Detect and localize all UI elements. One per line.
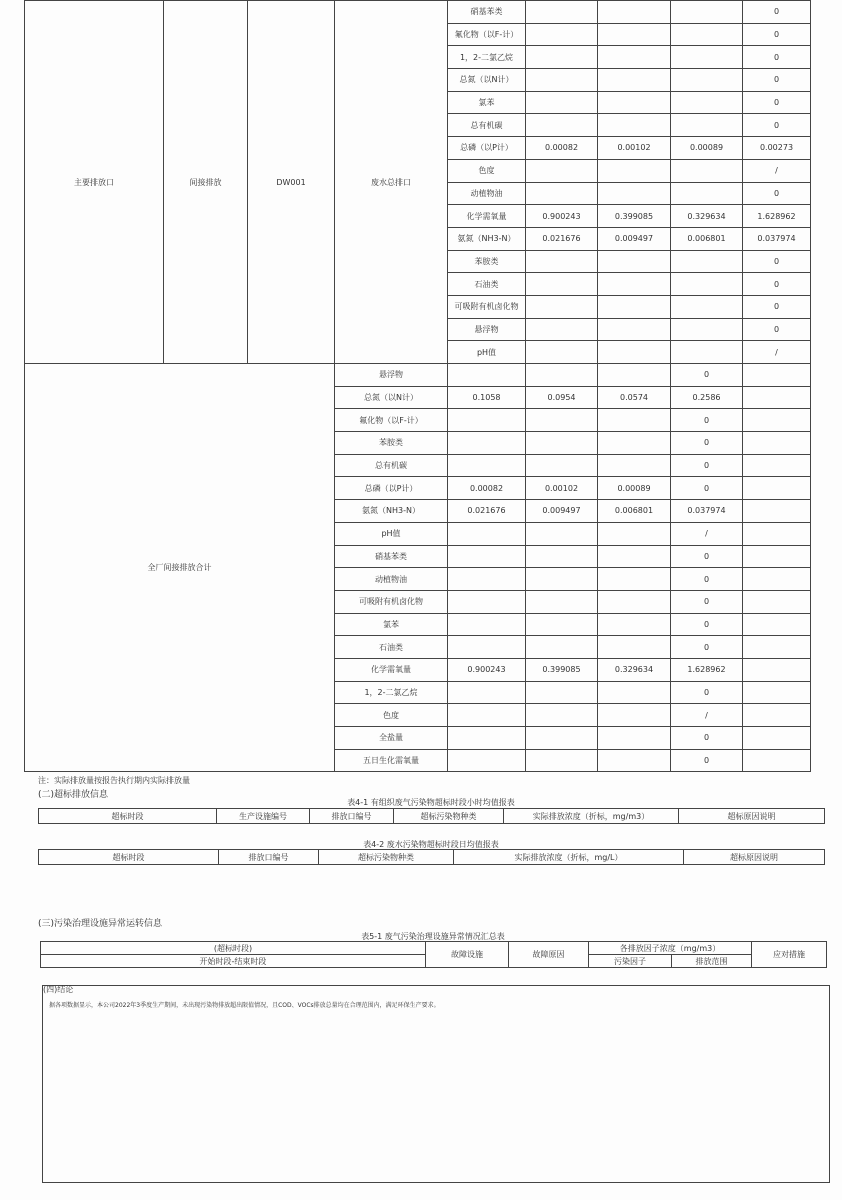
value-cell: 0.009497 bbox=[598, 227, 671, 250]
outlet-name-cell: 废水总排口 bbox=[335, 1, 448, 364]
empty-cell bbox=[743, 727, 811, 750]
conclusion-box bbox=[42, 985, 830, 1183]
table41-header-cell: 生产设施编号 bbox=[217, 809, 310, 824]
value-cell: 0.00089 bbox=[598, 477, 671, 500]
value-cell bbox=[526, 636, 598, 659]
pollutant-cell: 氨氮（NH3-N） bbox=[335, 500, 448, 523]
total-cell: 0 bbox=[743, 318, 811, 341]
empty-cell bbox=[743, 749, 811, 772]
value-cell bbox=[598, 568, 671, 591]
pollutant-cell: 全盐量 bbox=[335, 727, 448, 750]
total-cell: 0.037974 bbox=[743, 227, 811, 250]
value-cell bbox=[598, 273, 671, 296]
value-cell bbox=[598, 69, 671, 92]
pollutant-cell: 1，2-二氯乙烷 bbox=[448, 46, 526, 69]
table42-header-cell: 超标污染物种类 bbox=[319, 850, 454, 865]
value-cell bbox=[526, 522, 598, 545]
table51-start-end-cell: 开始时段-结束时段 bbox=[41, 955, 426, 968]
empty-cell bbox=[743, 590, 811, 613]
value-cell bbox=[671, 159, 743, 182]
value-cell: 0.1058 bbox=[448, 386, 526, 409]
value-cell bbox=[671, 69, 743, 92]
pollutant-cell: 化学需氧量 bbox=[335, 658, 448, 681]
pollutant-cell: 可吸附有机卤化物 bbox=[335, 590, 448, 613]
pollutant-cell: 总磷（以P计） bbox=[448, 137, 526, 160]
total-cell: 0 bbox=[671, 432, 743, 455]
total-cell: 0 bbox=[671, 454, 743, 477]
total-cell: 0 bbox=[743, 273, 811, 296]
table41-header-cell: 超标原因说明 bbox=[679, 809, 825, 824]
value-cell bbox=[671, 1, 743, 24]
empty-cell bbox=[743, 613, 811, 636]
value-cell bbox=[448, 749, 526, 772]
value-cell bbox=[448, 568, 526, 591]
pollutant-cell: pH值 bbox=[448, 341, 526, 364]
value-cell bbox=[598, 364, 671, 387]
empty-cell bbox=[743, 364, 811, 387]
empty-cell bbox=[743, 681, 811, 704]
pollutant-cell: 色度 bbox=[335, 704, 448, 727]
total-cell: 0 bbox=[743, 23, 811, 46]
value-cell bbox=[526, 318, 598, 341]
total-cell: 0 bbox=[743, 69, 811, 92]
value-cell: 0.006801 bbox=[598, 500, 671, 523]
pollutant-cell: 1，2-二氯乙烷 bbox=[335, 681, 448, 704]
pollutant-cell: 总磷（以P计） bbox=[335, 477, 448, 500]
value-cell bbox=[448, 432, 526, 455]
table42-header-cell: 实际排放浓度（折标，mg/L） bbox=[454, 850, 684, 865]
value-cell bbox=[526, 568, 598, 591]
total-cell: 0 bbox=[671, 727, 743, 750]
value-cell: 0.900243 bbox=[448, 658, 526, 681]
total-cell: 0 bbox=[743, 295, 811, 318]
pollutant-cell: 氟化物（以F-计） bbox=[448, 23, 526, 46]
pollutant-cell: 硝基苯类 bbox=[448, 1, 526, 24]
value-cell bbox=[526, 432, 598, 455]
table41-header-cell: 实际排放浓度（折标，mg/m3） bbox=[504, 809, 679, 824]
total-cell: / bbox=[671, 522, 743, 545]
value-cell bbox=[598, 613, 671, 636]
empty-cell bbox=[743, 636, 811, 659]
value-cell bbox=[448, 522, 526, 545]
value-cell bbox=[598, 522, 671, 545]
emission-summary-table bbox=[24, 0, 811, 772]
value-cell bbox=[448, 364, 526, 387]
table42-header-row bbox=[39, 850, 825, 865]
total-cell: 1.628962 bbox=[671, 658, 743, 681]
empty-cell bbox=[743, 454, 811, 477]
table41-header-row bbox=[39, 809, 825, 824]
value-cell bbox=[526, 114, 598, 137]
value-cell bbox=[598, 454, 671, 477]
pollutant-cell: 苯胺类 bbox=[335, 432, 448, 455]
value-cell: 0.00089 bbox=[671, 137, 743, 160]
value-cell: 0.0954 bbox=[526, 386, 598, 409]
value-cell bbox=[598, 46, 671, 69]
pollutant-cell: 动植物油 bbox=[448, 182, 526, 205]
value-cell bbox=[598, 318, 671, 341]
pollutant-cell: 可吸附有机卤化物 bbox=[448, 295, 526, 318]
value-cell bbox=[526, 409, 598, 432]
value-cell: 0.00082 bbox=[448, 477, 526, 500]
total-row bbox=[25, 364, 811, 387]
value-cell bbox=[671, 46, 743, 69]
total-cell: / bbox=[743, 341, 811, 364]
pollutant-cell: 悬浮物 bbox=[448, 318, 526, 341]
empty-cell bbox=[743, 386, 811, 409]
value-cell bbox=[526, 159, 598, 182]
total-cell: 0 bbox=[671, 568, 743, 591]
emission-summary-body bbox=[25, 1, 811, 772]
outlet-code-cell: DW001 bbox=[248, 1, 335, 364]
value-cell bbox=[598, 1, 671, 24]
value-cell bbox=[526, 681, 598, 704]
value-cell bbox=[448, 454, 526, 477]
total-cell: 0 bbox=[671, 681, 743, 704]
pollutant-cell: 化学需氧量 bbox=[448, 205, 526, 228]
value-cell bbox=[598, 250, 671, 273]
value-cell bbox=[526, 295, 598, 318]
empty-cell bbox=[743, 658, 811, 681]
table51-period-cell: (超标时段) bbox=[41, 942, 426, 955]
value-cell bbox=[671, 23, 743, 46]
value-cell bbox=[448, 545, 526, 568]
section-abnormal-title: (三)污染治理设施异常运转信息 bbox=[38, 919, 163, 929]
value-cell: 0.329634 bbox=[671, 205, 743, 228]
value-cell bbox=[526, 23, 598, 46]
value-cell bbox=[671, 318, 743, 341]
total-cell: 0 bbox=[671, 364, 743, 387]
outlet-row bbox=[25, 1, 811, 24]
value-cell bbox=[671, 341, 743, 364]
empty-cell bbox=[743, 409, 811, 432]
pollutant-cell: 总有机碳 bbox=[335, 454, 448, 477]
value-cell bbox=[671, 273, 743, 296]
total-cell: 0 bbox=[743, 250, 811, 273]
value-cell bbox=[526, 250, 598, 273]
total-cell: / bbox=[671, 704, 743, 727]
conclusion-text: 据各项数据显示，本公司2022年3季度生产期间，未出现污染物排放超出限值情况，且COD、VOCs排放总量均在合理范围内，满足环保生产要求。 bbox=[49, 1002, 440, 1009]
value-cell bbox=[598, 295, 671, 318]
empty-cell bbox=[743, 500, 811, 523]
total-cell: 0 bbox=[671, 636, 743, 659]
pollutant-cell: 动植物油 bbox=[335, 568, 448, 591]
total-cell: 0 bbox=[671, 545, 743, 568]
value-cell: 0.900243 bbox=[526, 205, 598, 228]
value-cell bbox=[598, 749, 671, 772]
table41-caption: 表4-1 有组织废气污染物超标时段小时均值报表 bbox=[347, 798, 515, 807]
total-cell: 0 bbox=[671, 590, 743, 613]
pollutant-cell: 总氮（以N计） bbox=[448, 69, 526, 92]
value-cell bbox=[526, 182, 598, 205]
value-cell bbox=[448, 590, 526, 613]
table42-header-cell: 超标原因说明 bbox=[684, 850, 825, 865]
table51-range-cell: 排放范围 bbox=[672, 955, 752, 968]
total-cell: 0.2586 bbox=[671, 386, 743, 409]
total-cell: 0.037974 bbox=[671, 500, 743, 523]
value-cell bbox=[598, 704, 671, 727]
discharge-mode-cell: 间接排放 bbox=[164, 1, 248, 364]
table42-caption: 表4-2 废水污染物超标时段日均值报表 bbox=[363, 840, 499, 849]
value-cell bbox=[448, 704, 526, 727]
table-note: 注：实际排放量按报告执行期内实际排放量 bbox=[38, 776, 190, 785]
table41 bbox=[38, 808, 825, 824]
value-cell bbox=[598, 91, 671, 114]
value-cell bbox=[598, 681, 671, 704]
total-cell: 0 bbox=[743, 46, 811, 69]
pollutant-cell: 氯苯 bbox=[448, 91, 526, 114]
value-cell: 0.006801 bbox=[671, 227, 743, 250]
pollutant-cell: 色度 bbox=[448, 159, 526, 182]
pollutant-cell: 五日生化需氧量 bbox=[335, 749, 448, 772]
value-cell: 0.00082 bbox=[526, 137, 598, 160]
section-exceed-title: (二)超标排放信息 bbox=[38, 790, 109, 800]
value-cell bbox=[598, 727, 671, 750]
value-cell bbox=[448, 409, 526, 432]
value-cell bbox=[598, 23, 671, 46]
value-cell bbox=[598, 590, 671, 613]
value-cell bbox=[598, 432, 671, 455]
value-cell bbox=[598, 114, 671, 137]
total-cell: / bbox=[743, 159, 811, 182]
total-cell: 0 bbox=[743, 182, 811, 205]
table51-conc-cell: 各排放因子浓度（mg/m3） bbox=[589, 942, 752, 955]
total-cell: 0 bbox=[671, 409, 743, 432]
value-cell bbox=[598, 182, 671, 205]
table51-header-row bbox=[41, 942, 827, 955]
table41-header-cell: 超标时段 bbox=[39, 809, 217, 824]
value-cell bbox=[526, 727, 598, 750]
pollutant-cell: pH值 bbox=[335, 522, 448, 545]
total-cell: 0 bbox=[743, 1, 811, 24]
pollutant-cell: 悬浮物 bbox=[335, 364, 448, 387]
value-cell: 0.009497 bbox=[526, 500, 598, 523]
value-cell bbox=[598, 159, 671, 182]
value-cell bbox=[448, 636, 526, 659]
value-cell bbox=[671, 114, 743, 137]
conclusion-title: (四)结论 bbox=[43, 985, 74, 994]
pollutant-cell: 氨氮（NH3-N） bbox=[448, 227, 526, 250]
value-cell bbox=[526, 273, 598, 296]
value-cell bbox=[526, 749, 598, 772]
value-cell bbox=[526, 69, 598, 92]
empty-cell bbox=[743, 704, 811, 727]
value-cell bbox=[526, 590, 598, 613]
value-cell bbox=[526, 364, 598, 387]
table51-factor-cell: 污染因子 bbox=[589, 955, 672, 968]
value-cell: 0.399085 bbox=[526, 658, 598, 681]
total-cell: 0 bbox=[743, 91, 811, 114]
value-cell bbox=[526, 341, 598, 364]
table42 bbox=[38, 849, 825, 865]
value-cell: 0.021676 bbox=[448, 500, 526, 523]
value-cell: 0.0574 bbox=[598, 386, 671, 409]
value-cell: 0.00102 bbox=[526, 477, 598, 500]
total-cell: 1.628962 bbox=[743, 205, 811, 228]
value-cell bbox=[598, 341, 671, 364]
value-cell bbox=[671, 295, 743, 318]
value-cell bbox=[598, 636, 671, 659]
empty-cell bbox=[743, 432, 811, 455]
total-cell: 0 bbox=[671, 477, 743, 500]
pollutant-cell: 总氮（以N计） bbox=[335, 386, 448, 409]
pollutant-cell: 硝基苯类 bbox=[335, 545, 448, 568]
value-cell bbox=[526, 1, 598, 24]
empty-cell bbox=[743, 477, 811, 500]
pollutant-cell: 石油类 bbox=[335, 636, 448, 659]
value-cell bbox=[671, 182, 743, 205]
table51 bbox=[40, 941, 827, 968]
total-label-cell: 全厂间接排放合计 bbox=[25, 364, 335, 772]
value-cell bbox=[526, 454, 598, 477]
empty-cell bbox=[743, 545, 811, 568]
total-cell: 0 bbox=[743, 114, 811, 137]
table51-reason-cell: 故障原因 bbox=[509, 942, 589, 968]
value-cell: 0.329634 bbox=[598, 658, 671, 681]
value-cell bbox=[448, 681, 526, 704]
table42-header-cell: 超标时段 bbox=[39, 850, 219, 865]
value-cell: 0.00102 bbox=[598, 137, 671, 160]
value-cell bbox=[671, 91, 743, 114]
value-cell bbox=[671, 250, 743, 273]
total-cell: 0.00273 bbox=[743, 137, 811, 160]
value-cell: 0.399085 bbox=[598, 205, 671, 228]
pollutant-cell: 氯苯 bbox=[335, 613, 448, 636]
table41-header-cell: 排放口编号 bbox=[310, 809, 394, 824]
table51-measures-cell: 应对措施 bbox=[752, 942, 827, 968]
table51-caption: 表5-1 废气污染治理设施异常情况汇总表 bbox=[361, 932, 505, 941]
value-cell: 0.021676 bbox=[526, 227, 598, 250]
total-cell: 0 bbox=[671, 749, 743, 772]
empty-cell bbox=[743, 568, 811, 591]
pollutant-cell: 苯胺类 bbox=[448, 250, 526, 273]
value-cell bbox=[526, 704, 598, 727]
value-cell bbox=[448, 727, 526, 750]
value-cell bbox=[526, 613, 598, 636]
pollutant-cell: 总有机碳 bbox=[448, 114, 526, 137]
empty-cell bbox=[743, 522, 811, 545]
value-cell bbox=[526, 46, 598, 69]
pollutant-cell: 石油类 bbox=[448, 273, 526, 296]
value-cell bbox=[448, 613, 526, 636]
table41-header-cell: 超标污染物种类 bbox=[394, 809, 504, 824]
outlet-type-cell: 主要排放口 bbox=[25, 1, 164, 364]
total-cell: 0 bbox=[671, 613, 743, 636]
table42-header-cell: 排放口编号 bbox=[219, 850, 319, 865]
value-cell bbox=[598, 545, 671, 568]
value-cell bbox=[598, 409, 671, 432]
table51-facility-cell: 故障设施 bbox=[426, 942, 509, 968]
value-cell bbox=[526, 91, 598, 114]
value-cell bbox=[526, 545, 598, 568]
pollutant-cell: 氟化物（以F-计） bbox=[335, 409, 448, 432]
